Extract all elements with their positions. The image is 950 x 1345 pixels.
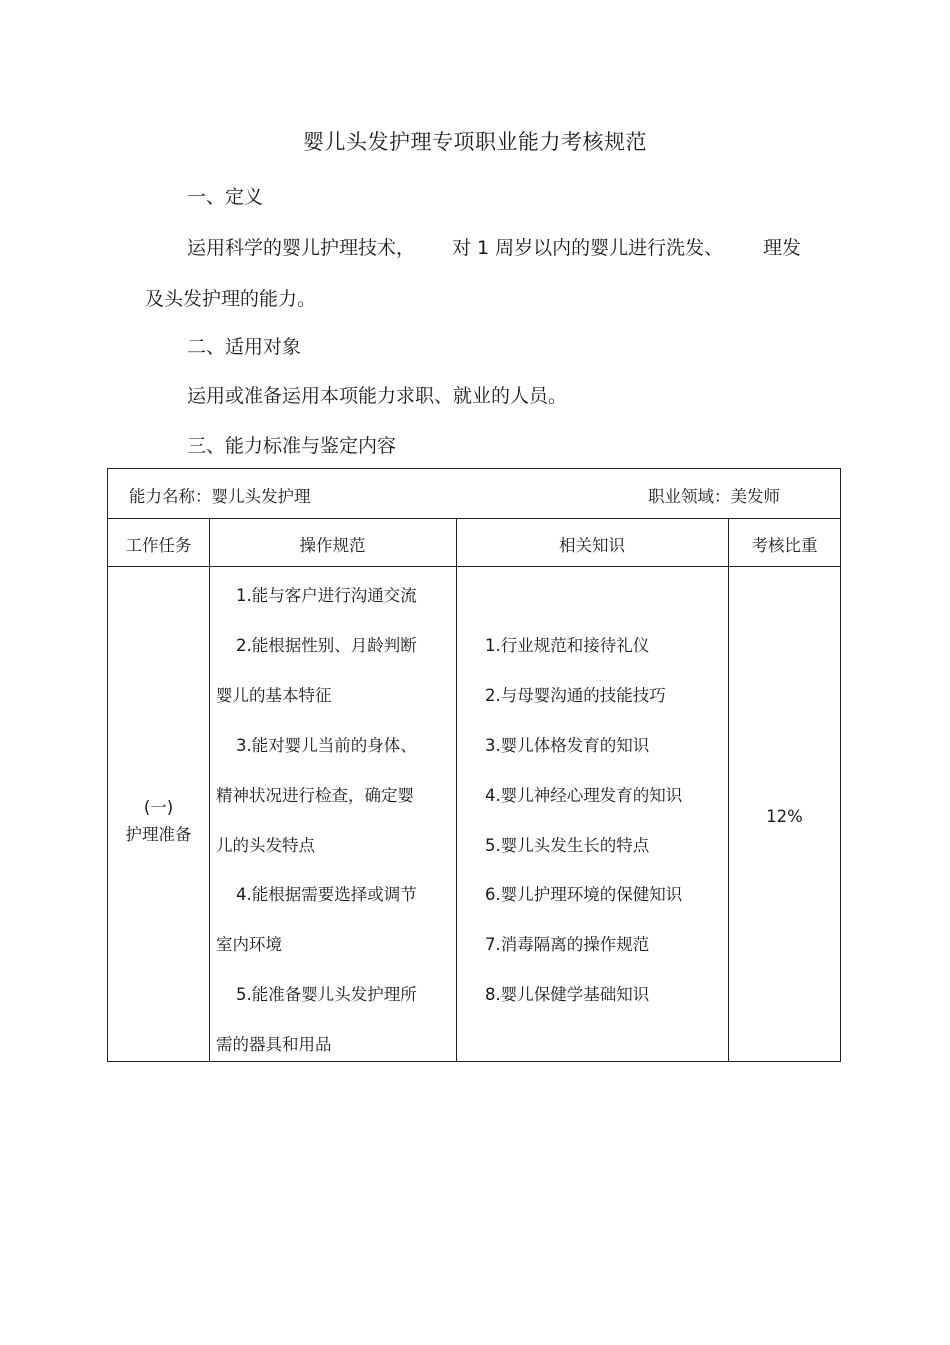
- knowledge-line: 1.行业规范和接待礼仪: [485, 636, 650, 655]
- operation-line: 5.能准备婴儿头发护理所: [236, 985, 417, 1004]
- weight-value: 12%: [766, 807, 803, 826]
- knowledge-line: 4.婴儿神经心理发育的知识: [485, 786, 683, 805]
- operation-line: 4.能根据需要选择或调节: [236, 885, 417, 904]
- ability-standard-table: [107, 468, 841, 1062]
- ability-name: 能力名称：婴儿头发护理: [129, 487, 311, 506]
- operation-line: 儿的头发特点: [216, 836, 315, 855]
- header-operation: 操作规范: [299, 536, 366, 555]
- career-field: 职业领域：美发师: [648, 487, 780, 506]
- section-1-text-part-1: 运用科学的婴儿护理技术，: [187, 237, 416, 259]
- operation-line: 需的器具和用品: [216, 1035, 332, 1054]
- task-number: (一): [143, 798, 174, 817]
- table-divider: [108, 518, 840, 519]
- operation-line: 婴儿的基本特征: [216, 686, 332, 705]
- operation-line: 精神状况进行检查，确定婴: [216, 786, 414, 805]
- document-title: 婴儿头发护理专项职业能力考核规范: [303, 130, 647, 154]
- table-divider: [108, 566, 840, 567]
- operation-line: 2.能根据性别、月龄判断: [236, 636, 417, 655]
- knowledge-line: 7.消毒隔离的操作规范: [485, 935, 650, 954]
- section-3-heading: 三、能力标准与鉴定内容: [187, 435, 397, 457]
- table-divider: [728, 518, 729, 1061]
- operation-line: 1.能与客户进行沟通交流: [236, 586, 417, 605]
- table-divider: [456, 518, 457, 1061]
- knowledge-line: 2.与母婴沟通的技能技巧: [485, 686, 666, 705]
- header-knowledge: 相关知识: [559, 536, 625, 555]
- operation-line: 3.能对婴儿当前的身体、: [236, 736, 417, 755]
- section-1-text-part-2: 对 1 周岁以内的婴儿进行洗发、: [452, 237, 724, 259]
- section-1-heading: 一、定义: [187, 186, 264, 208]
- section-1-text-part-3: 理发: [763, 237, 802, 259]
- knowledge-line: 8.婴儿保健学基础知识: [485, 985, 650, 1004]
- table-divider: [209, 518, 210, 1061]
- operation-line: 室内环境: [216, 935, 282, 954]
- knowledge-line: 5.婴儿头发生长的特点: [485, 836, 650, 855]
- header-weight: 考核比重: [751, 536, 818, 555]
- section-1-text-line-2: 及头发护理的能力。: [145, 288, 317, 310]
- task-name: 护理准备: [125, 825, 192, 844]
- section-2-text: 运用或准备运用本项能力求职、就业的人员。: [187, 385, 568, 407]
- section-2-heading: 二、适用对象: [187, 336, 302, 358]
- knowledge-line: 3.婴儿体格发育的知识: [485, 736, 650, 755]
- header-task: 工作任务: [125, 536, 192, 555]
- knowledge-line: 6.婴儿护理环境的保健知识: [485, 885, 683, 904]
